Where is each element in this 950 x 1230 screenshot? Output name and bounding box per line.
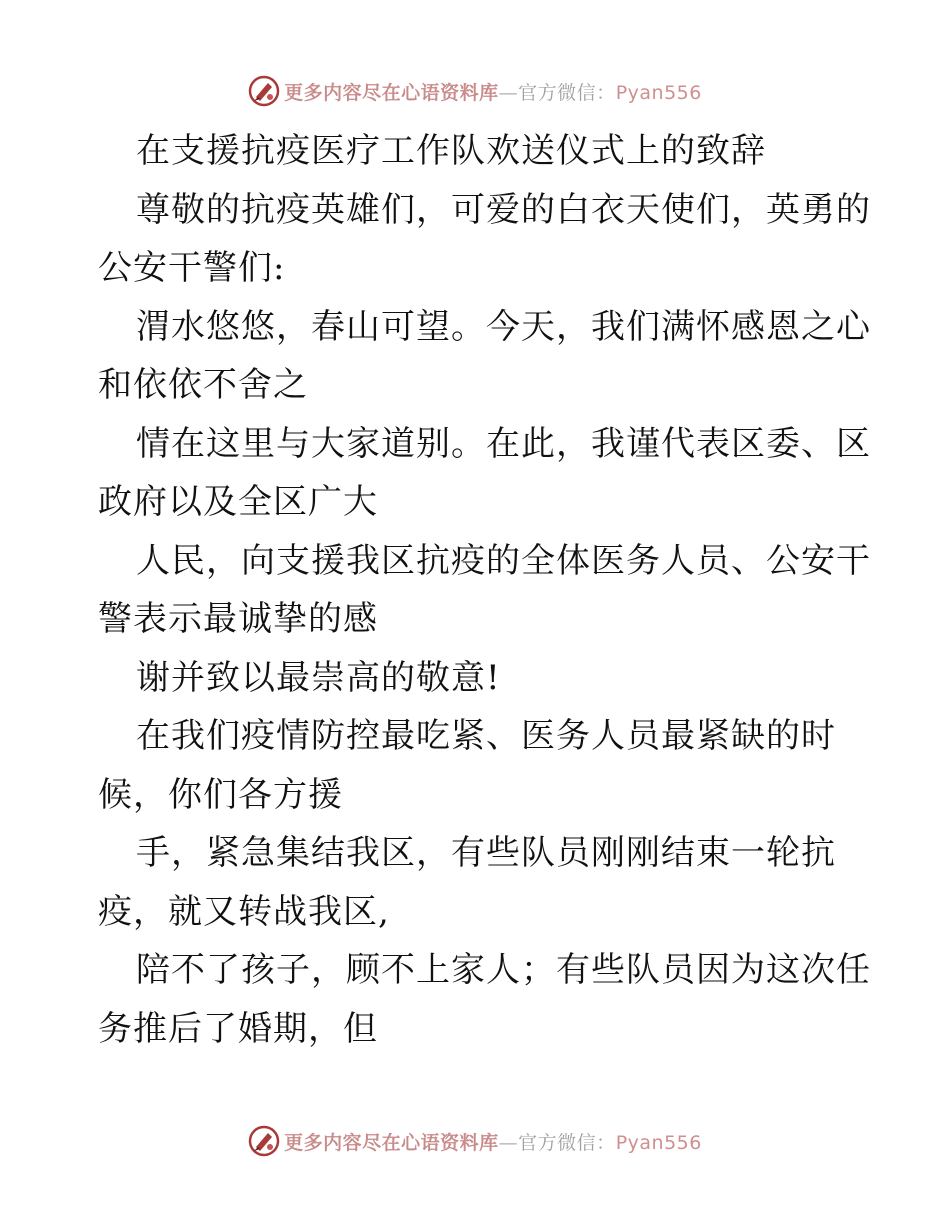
watermark-text xyxy=(284,78,702,105)
text-line-9: 警表示最诚挚的感 xyxy=(98,599,378,639)
text-line-13: 手，紧急集结我区，有些队员刚刚结束一轮抗 xyxy=(136,833,836,873)
watermark-label: 官方微信： xyxy=(518,81,616,104)
watermark-separator: — xyxy=(498,1131,519,1154)
text-line-1: 在支援抗疫医疗工作队欢送仪式上的致辞 xyxy=(136,131,766,171)
watermark-id: Pyan556 xyxy=(615,81,702,104)
text-line-16: 务推后了婚期，但 xyxy=(98,1008,378,1049)
text-line-7: 政府以及全区广大 xyxy=(98,482,378,522)
text-line-12: 候，你们各方援 xyxy=(98,774,343,815)
watermark-id: Pyan556 xyxy=(615,1131,702,1154)
logo-icon xyxy=(248,1125,280,1157)
text-line-2: 尊敬的抗疫英雄们，可爱的白衣天使们，英勇的 xyxy=(136,189,871,230)
watermark-brand: 更多内容尽在心语资料库 xyxy=(284,1131,499,1154)
watermark-label: 官方微信： xyxy=(518,1131,616,1154)
text-line-8: 人民，向支援我区抗疫的全体医务人员、公安干 xyxy=(136,540,871,581)
footer-watermark xyxy=(0,1121,950,1161)
watermark-text xyxy=(284,1128,702,1155)
text-line-15: 陪不了孩子，顾不上家人；有些队员因为这次任 xyxy=(136,950,871,990)
logo-icon xyxy=(248,75,280,107)
text-line-5: 和依依不舍之 xyxy=(98,365,308,405)
watermark-brand: 更多内容尽在心语资料库 xyxy=(284,81,499,104)
watermark-separator: — xyxy=(498,81,519,104)
document-body xyxy=(98,122,871,1058)
text-line-14: 疫，就又转战我区, xyxy=(98,891,390,932)
text-line-6: 情在这里与大家道别。在此，我谨代表区委、区 xyxy=(136,423,871,464)
text-line-11: 在我们疫情防控最吃紧、医务人员最紧缺的时 xyxy=(136,716,836,756)
text-line-4: 渭水悠悠，春山可望。今天，我们满怀感恩之心 xyxy=(136,306,871,347)
text-line-3: 公安干警们: xyxy=(98,248,286,288)
text-line-10: 谢并致以最崇高的敬意! xyxy=(136,657,501,698)
header-watermark xyxy=(0,71,950,111)
